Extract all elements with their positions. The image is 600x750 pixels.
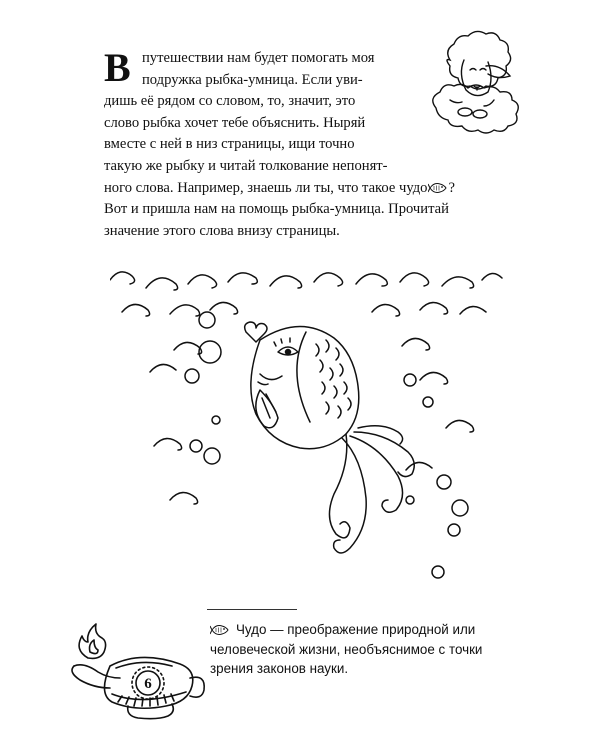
intro-line: вместе с ней в низ страницы, ищи точно [104,136,355,153]
intro-paragraph [104,45,455,242]
intro-line: слово рыбка хочет тебе объяснить. Ныряй [104,114,366,131]
footnote [210,620,540,679]
intro-line: такую же рыбку и читай толкование непонят- [104,157,388,174]
footnote-line-with-fish [210,620,540,640]
footnote-line: зрения законов науки. [210,661,349,677]
page-number: 6 [144,676,152,692]
intro-line-text: ного слова. Например, знаешь ли ты, что такое чудо [104,179,428,196]
lamb-illustration [420,30,530,135]
goldfish-illustration [110,260,510,590]
intro-line: дишь её рядом со словом, то, значит, это [104,93,356,110]
intro-line: значение этого слова внизу страницы. [104,222,340,239]
fish-icon [428,182,448,194]
footnote-line: человеческой жизни, необъяснимое с точки [210,641,483,657]
intro-line: Вот и пришла нам на помощь рыбка-умница. Прочитай [104,201,449,218]
oil-lamp-illustration [60,618,210,733]
question-mark: ? [448,179,455,196]
footnote-divider [207,609,297,610]
footnote-line: Чудо — преображение природной или [236,622,476,637]
drop-cap: В [104,45,131,90]
intro-line: путешествии нам будет помогать моя [142,50,375,66]
intro-line-with-fish [104,178,455,200]
intro-line: подружка рыбка-умница. Если уви- [142,71,363,88]
fish-icon [210,624,230,636]
